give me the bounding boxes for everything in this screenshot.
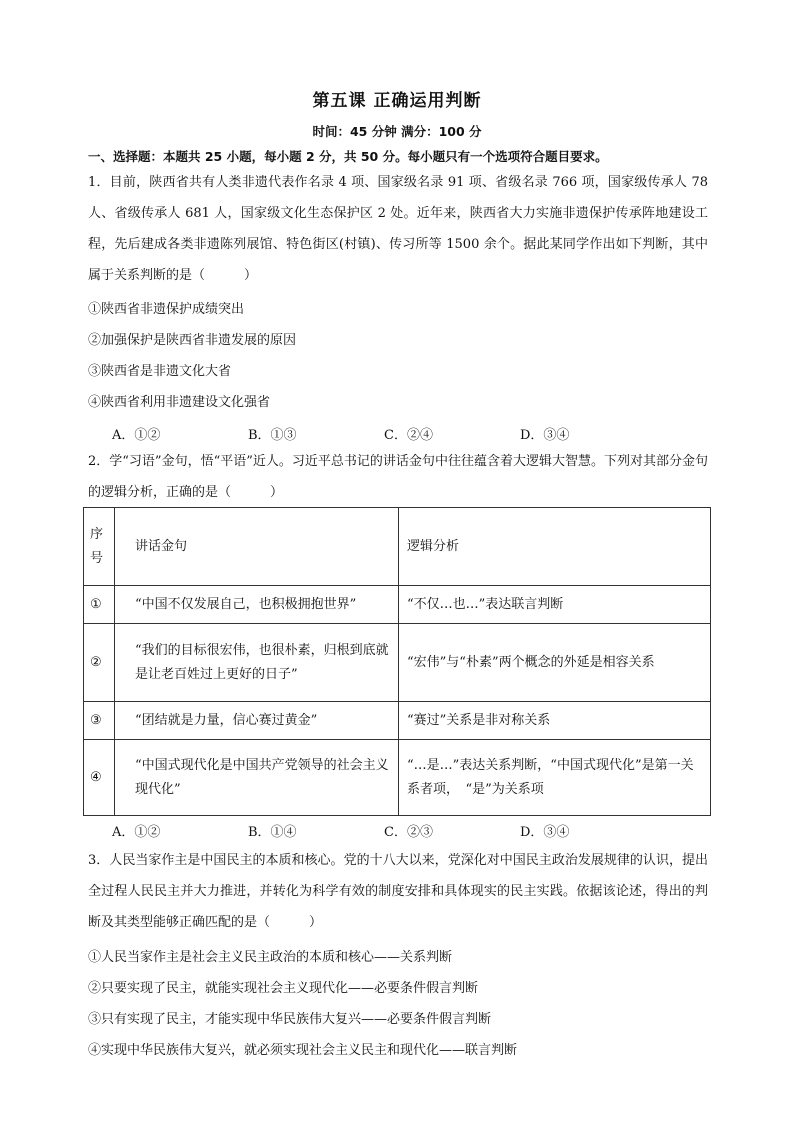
q3-item-4: ④实现中华民族伟大复兴，就必须实现社会主义民主和现代化——联言判断 (88, 1043, 518, 1058)
q3-item-2: ②只要实现了民主，就能实现社会主义现代化——必要条件假言判断 (88, 981, 479, 996)
table-cell-no: ③ (84, 702, 115, 740)
table-cell-no: ④ (84, 740, 115, 816)
section-heading: 一、选择题：本题共 25 小题，每小题 2 分，共 50 分。每小题只有一个选项符合题目要求。 (88, 149, 608, 164)
table-cell-quote: “中国不仅发展自己，也积极拥抱世界” (115, 586, 399, 624)
q2-option-c[interactable]: C．②③ (384, 825, 433, 840)
table-header-row (84, 508, 711, 586)
table-row (84, 740, 711, 816)
table-cell-no: ① (84, 586, 115, 624)
table-cell-analysis: “…是…”表达关系判断，“中国式现代化”是第一关系者项， “是”为关系项 (399, 740, 711, 816)
table-header-analysis: 逻辑分析 (399, 508, 711, 586)
page-title: 第五课 正确运用判断 (312, 91, 482, 111)
table-header-quote: 讲话金句 (115, 508, 399, 586)
table-cell-quote: “我们的目标很宏伟，也很朴素，归根到底就是让老百姓过上更好的日子” (115, 624, 399, 702)
q1-options (112, 424, 656, 443)
q1-option-d[interactable]: D．③④ (520, 428, 570, 443)
table-header-no: 序号 (84, 508, 115, 586)
table-cell-quote: “团结就是力量，信心赛过黄金” (115, 702, 399, 740)
table-cell-analysis: “赛过”关系是非对称关系 (399, 702, 711, 740)
q3-item-3: ③只有实现了民主，才能实现中华民族伟大复兴——必要条件假言判断 (88, 1012, 492, 1027)
q1-item-1: ①陕西省非遗保护成绩突出 (88, 302, 245, 317)
q1-item-2: ②加强保护是陕西省非遗发展的原因 (88, 333, 297, 348)
q1-stem: 1．目前，陕西省共有人类非遗代表作名录 4 项、国家级名录 91 项、省级名录 766 项，国家级传承人 78 人、省级传承人 681 人，国家级文化生态保护区 2 处。近年来，陕西省大力实施非遗保护传承阵地建设工程，先后建成各类非遗陈列展馆、特色街区(村镇)、传习所等 1500 余个。据此某同学作出如下判断，其中属于关系判断的是（ ） (88, 175, 708, 283)
q2-option-d[interactable]: D．③④ (520, 825, 570, 840)
table-row (84, 702, 711, 740)
q1-item-4: ④陕西省利用非遗建设文化强省 (88, 395, 271, 410)
q2-stem: 2．学“习语”金句，悟“平语”近人。习近平总书记的讲话金句中往往蕴含着大逻辑大智慧。下列对其部分金句的逻辑分析，正确的是（ ） (88, 454, 708, 500)
table-cell-quote: “中国式现代化是中国共产党领导的社会主义现代化” (115, 740, 399, 816)
q2-option-b[interactable]: B．①④ (248, 825, 297, 840)
table-row (84, 624, 711, 702)
table-row (84, 586, 711, 624)
table-cell-no: ② (84, 624, 115, 702)
q3-stem: 3．人民当家作主是中国民主的本质和核心。党的十八大以来，党深化对中国民主政治发展规律的认识，提出全过程人民民主并大力推进，并转化为科学有效的制度安排和具体现实的民主实践。依据该论述，得出的判断及其类型能够正确匹配的是（ ） (88, 853, 708, 930)
q1-option-b[interactable]: B．①③ (248, 428, 297, 443)
table-cell-analysis: “宏伟”与“朴素”两个概念的外延是相容关系 (399, 624, 711, 702)
q1-option-a[interactable]: A．①② (112, 428, 161, 443)
q2-option-a[interactable]: A．①② (112, 825, 161, 840)
q1-option-c[interactable]: C．②④ (384, 428, 433, 443)
q2-options (112, 821, 656, 840)
q2-table (83, 507, 711, 816)
exam-meta: 时间：45 分钟 满分：100 分 (312, 124, 482, 139)
q3-item-1: ①人民当家作主是社会主义民主政治的本质和核心——关系判断 (88, 950, 453, 965)
q1-item-3: ③陕西省是非遗文化大省 (88, 364, 232, 379)
table-cell-analysis: “不仅…也…”表达联言判断 (399, 586, 711, 624)
